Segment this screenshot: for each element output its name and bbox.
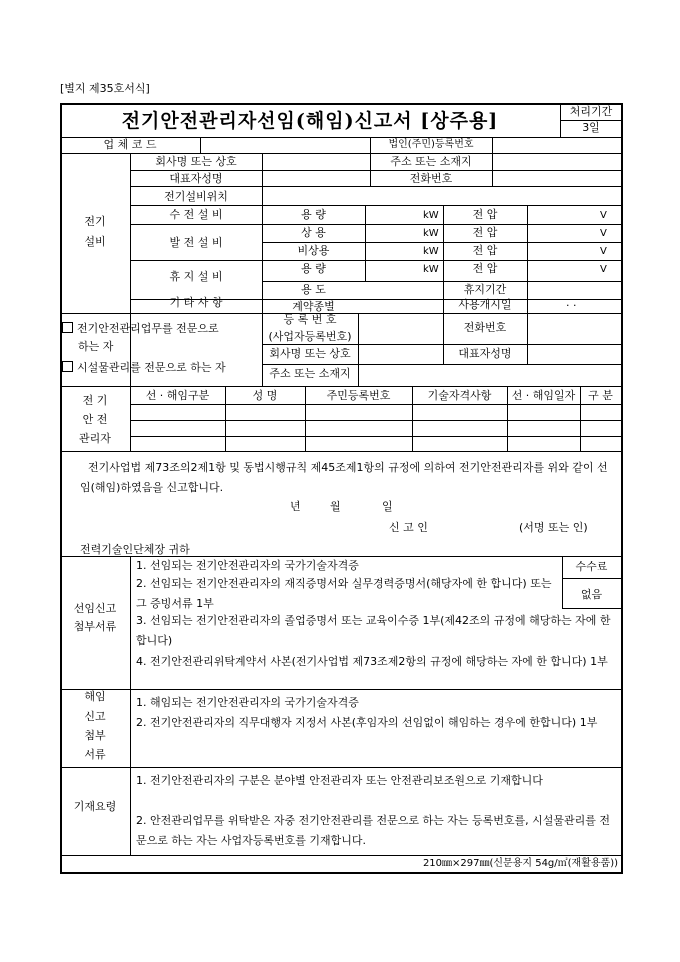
idle-v: V: [600, 264, 607, 275]
receiving-kw: kW: [423, 210, 439, 221]
appoint-doc-2: 2. 선임되는 전기안전관리자의 재직증명서와 실무경력증명서(해당자에 한 합니다) 또는 그 증빙서류 1부: [136, 577, 552, 610]
generating-label: 발 전 설 비: [169, 236, 223, 249]
receiving-label: 수 전 설 비: [169, 208, 223, 221]
generating-regular: 상 용: [301, 226, 326, 239]
idle-capacity: 용 량: [301, 262, 326, 275]
facility-mgmt-label: 시설물관리를 전문으로 하는 자: [77, 361, 226, 374]
reg-no-label-1: 등 록 번 호: [283, 313, 337, 326]
facility-mgmt-checkbox[interactable]: [62, 361, 73, 372]
manager-label-1: 전 기: [82, 394, 108, 407]
generating-regular-kw: kW: [423, 228, 439, 239]
form-title: 전기안전관리자선임(해임)신고서 [상주용]: [121, 110, 499, 132]
declaration-month: 월: [330, 500, 341, 513]
appoint-doc-4: 4. 전기안전관리위탁계약서 사본(전기사업법 제73조제2항의 규정에 해당하는 자에 한 합니다) 1부: [136, 655, 608, 668]
manager-header-rrn: 주민등록번호: [326, 389, 391, 402]
address-label: 주소 또는 소재지: [390, 155, 472, 168]
signature-label: (서명 또는 인): [519, 521, 588, 534]
generating-emergency-v: V: [600, 246, 607, 257]
processing-value: 3일: [582, 121, 600, 134]
dismiss-docs-label-4: 서류: [84, 748, 106, 761]
electric-mgmt-label-1: 전기안전관리업무를 전문으로: [77, 322, 219, 335]
electric-mgmt-checkbox[interactable]: [62, 322, 73, 333]
appoint-doc-1: 1. 선임되는 전기안전관리자의 국가기술자격증: [136, 559, 359, 572]
start-date-mark: . .: [566, 296, 577, 309]
idle-use: 용 도: [301, 283, 326, 296]
addressee: 전력기술인단체장 귀하: [80, 543, 190, 556]
outsourcing-address-label: 주소 또는 소재지: [269, 367, 351, 380]
reg-no-label-2: (사업자등록번호): [268, 330, 352, 343]
appoint-docs-label-2: 첨부서류: [73, 620, 117, 633]
dismiss-docs-label-2: 신고: [84, 710, 106, 723]
facility-mgmt-option[interactable]: [62, 361, 226, 375]
declaration-day: 일: [382, 500, 393, 513]
start-date-label: 사용개시일: [458, 298, 512, 311]
electric-facility-label-2: 설비: [84, 235, 106, 248]
appoint-docs-label-1: 선임신고: [73, 602, 117, 615]
outsourcing-company-label: 회사명 또는 상호: [269, 347, 351, 360]
manager-label-2: 안 전: [82, 413, 108, 426]
business-code-label: 업 체 코 드: [103, 138, 157, 151]
other-label: 기 타 사 항: [169, 296, 223, 309]
corp-reg-label: 법인(주민)등록번호: [388, 139, 474, 150]
fee-value: 없음: [580, 588, 603, 601]
instructions-label: 기재요령: [73, 800, 117, 813]
dismiss-docs-label-3: 첨부: [84, 729, 106, 742]
manager-header-type: 선 · 해임구분: [145, 389, 210, 402]
receiving-v: V: [600, 210, 607, 221]
instruction-1: 1. 전기안전관리자의 구분은 분야별 안전관리자 또는 안전관리보조원으로 기재합니다: [136, 774, 543, 787]
outsourcing-phone-label: 전화번호: [463, 321, 507, 334]
receiving-voltage: 전 압: [472, 208, 498, 221]
fee-label: 수수료: [575, 560, 608, 573]
manager-header-date: 선 · 해임일자: [511, 389, 576, 402]
idle-period: 휴지기간: [463, 283, 507, 296]
representative-label: 대표자성명: [169, 172, 223, 185]
idle-kw: kW: [423, 264, 439, 275]
declaration-text: 전기사업법 제73조의2제1항 및 동법시행규칙 제45조제1항의 규정에 의하여 전기안전관리자를 위와 같이 선임(해임)하였음을 신고합니다.: [80, 461, 608, 494]
facility-location-label: 전기설비위치: [164, 190, 228, 203]
dismiss-docs-label-1: 해임: [84, 690, 106, 703]
generating-regular-v: V: [600, 228, 607, 239]
receiving-capacity: 용 량: [301, 208, 326, 221]
paper-spec: 210㎜×297㎜(신문용지 54g/㎡(재활용품)): [422, 858, 618, 869]
outsourcing-rep-label: 대표자성명: [458, 347, 512, 360]
electric-facility-label-1: 전기: [84, 215, 106, 228]
phone-label: 전화번호: [409, 172, 453, 185]
appoint-doc-3: 3. 선임되는 전기안전관리자의 졸업증명서 또는 교육이수증 1부(제42조의 규정에 해당하는 자에 한합니다): [136, 614, 611, 647]
generating-emergency-voltage: 전 압: [472, 244, 498, 257]
electric-mgmt-option[interactable]: [62, 322, 219, 336]
manager-header-class: 구 분: [588, 389, 613, 402]
dismiss-doc-2: 2. 전기안전관리자의 직무대행자 지정서 사본(후임자의 선임없이 해임하는 경우에 한합니다) 1부: [136, 716, 598, 729]
processing-label: 처리기간: [569, 105, 613, 118]
idle-voltage: 전 압: [472, 262, 498, 275]
declarant-label: 신 고 인: [389, 521, 428, 534]
manager-header-name: 성 명: [252, 389, 278, 402]
idle-label: 휴 지 설 비: [169, 270, 223, 283]
declaration-year: 년: [290, 500, 301, 513]
dismiss-doc-1: 1. 해임되는 전기안전관리자의 국가기술자격증: [136, 696, 359, 709]
generating-emergency-kw: kW: [423, 246, 439, 257]
manager-header-qualification: 기술자격사항: [427, 389, 492, 402]
manager-label-3: 관리자: [79, 432, 111, 445]
generating-emergency: 비상용: [297, 244, 330, 257]
generating-regular-voltage: 전 압: [472, 226, 498, 239]
form-number: [별지 제35호서식]: [60, 82, 150, 95]
contract-type-label: 계약종별: [292, 300, 335, 313]
company-name-label: 회사명 또는 상호: [155, 155, 237, 168]
electric-mgmt-label-2: 하는 자: [78, 340, 114, 353]
instruction-2: 2. 안전관리업무를 위탁받은 자중 전기안전관리를 전문으로 하는 자는 등록번호를, 시설물관리를 전문으로 하는 자는 사업자등록번호를 기재합니다.: [136, 814, 610, 847]
